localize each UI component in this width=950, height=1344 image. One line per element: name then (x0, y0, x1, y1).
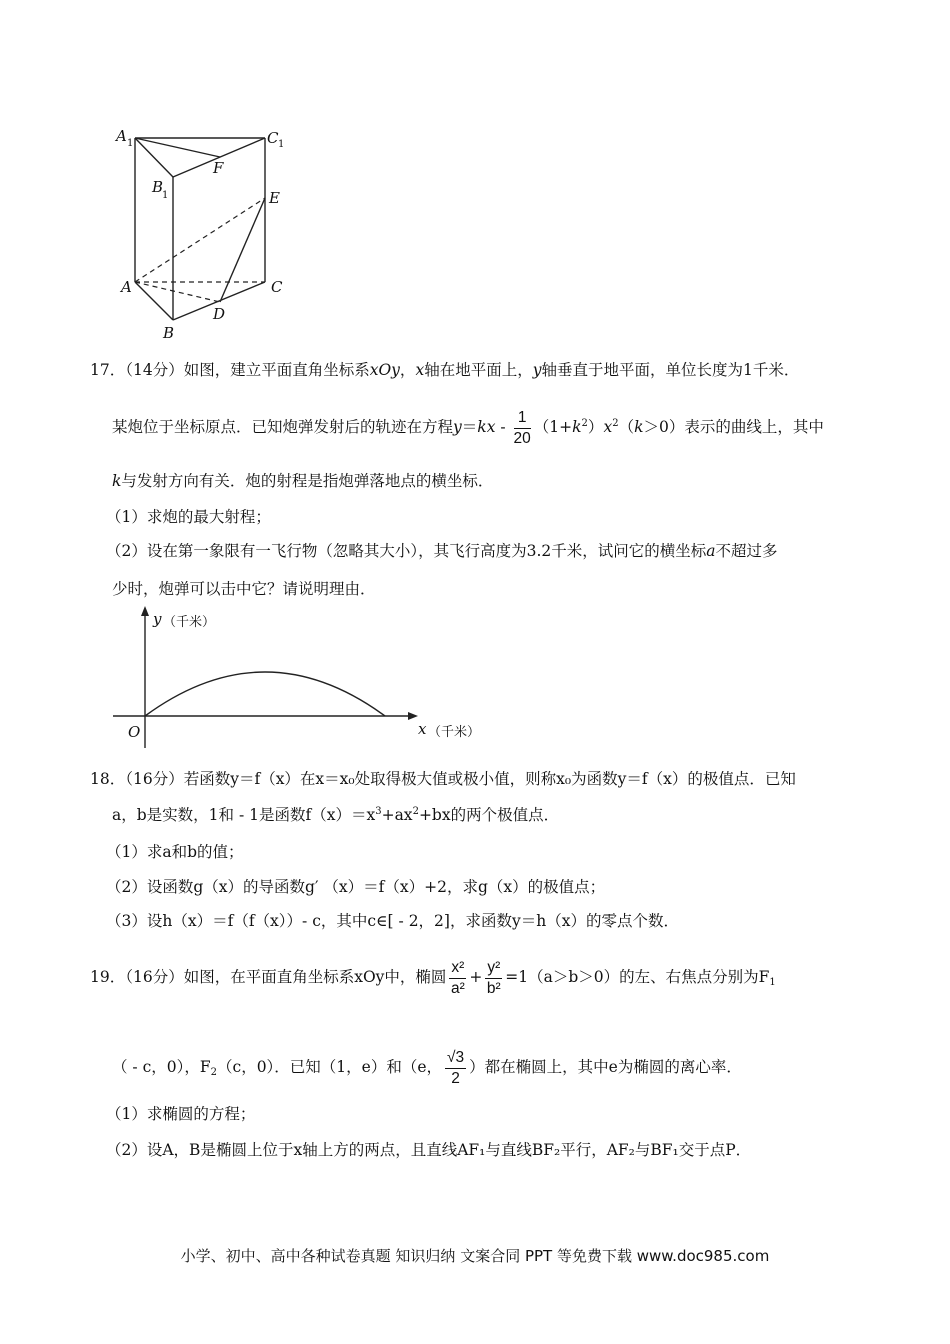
text: x (415, 361, 425, 379)
fraction-x2-a2 (449, 958, 466, 999)
text: k (572, 418, 582, 436)
label-D: D (213, 305, 226, 323)
footer-text: 小学、初中、高中各种试卷真题 知识归纳 文案合同 PPT 等免费下载 www.doc985.com (180, 1247, 770, 1265)
text: +ax (381, 806, 413, 824)
text: ＝ (461, 418, 478, 436)
q17-line3 (112, 471, 493, 491)
label-C1: C (267, 129, 279, 147)
label-C: C (271, 278, 283, 296)
text: （2）设在第一象限有一飞行物（忽略其大小），其飞行高度为3.2千米，试问它的横坐标 (106, 542, 707, 560)
denominator: a² (450, 979, 465, 997)
denominator: 20 (513, 429, 531, 447)
text: （ (618, 418, 635, 436)
text: xOy (369, 361, 400, 379)
numerator: 1 (514, 408, 531, 429)
label-C1-sub: 1 (278, 139, 285, 150)
fraction-1-20 (514, 408, 531, 449)
label-F: F (213, 159, 224, 177)
q19-line1 (90, 955, 776, 999)
text: 某炮位于坐标原点．已知炮弹发射后的轨迹在方程 (112, 418, 454, 436)
text: ） (587, 418, 604, 436)
label-E: E (269, 189, 280, 207)
q17-line1 (90, 360, 799, 380)
text: a (706, 542, 716, 560)
text: =1 (505, 968, 529, 986)
text: ）都在椭圆上，其中e为椭圆的离心率． (469, 1058, 742, 1076)
text: ＞0）表示的曲线上，其中 (643, 418, 824, 436)
text: y (453, 418, 462, 436)
q18-part3: （3）设h（x）＝f（f（x））- c，其中c∈[ - 2，2]，求函数y＝h（x）的零点个数． (106, 912, 679, 930)
q18-line1: 18．（16分）若函数y＝f（x）在x＝x₀处取得极大值或极小值，则称x₀为函数y＝f（x）的极值点．已知 (90, 770, 796, 788)
y-axis-arrow-icon (141, 606, 149, 616)
text: 17．（14分）如图，建立平面直角坐标系 (90, 361, 370, 379)
text: 不超过多 (715, 542, 778, 560)
x-axis-arrow-icon (408, 712, 418, 720)
fraction-sqrt3-2 (445, 1048, 466, 1089)
text: +bx的两个极值点． (418, 806, 560, 824)
q19-part2: （2）设A，B是椭圆上位于x轴上方的两点，且直线AF₁与直线BF₂平行，AF₂与BF₁交于点P． (106, 1141, 752, 1159)
q17-line2 (112, 407, 824, 449)
fraction-y2-b2 (485, 958, 502, 999)
denominator: 2 (445, 1068, 466, 1089)
text: k (634, 418, 644, 436)
text: k (112, 472, 122, 490)
q19-part1: （1）求椭圆的方程； (106, 1105, 256, 1123)
numerator: x² (449, 958, 466, 979)
numerator: y² (485, 958, 502, 979)
origin-label: O (128, 723, 141, 741)
text: （1+ (533, 418, 573, 436)
q17-part1: （1）求炮的最大射程； (106, 508, 271, 526)
label-A1: A (116, 127, 127, 145)
x-axis-unit: （千米） (428, 725, 481, 740)
text: + (469, 968, 483, 986)
numerator: √3 (447, 1048, 465, 1066)
trajectory-graph (0, 600, 520, 760)
text: 3 (375, 806, 382, 817)
text: 与发射方向有关．炮的射程是指炮弹落地点的横坐标． (121, 472, 494, 490)
text: a，b是实数，1和 - 1是函数f（x）＝x (112, 806, 376, 824)
q18-line2 (112, 805, 559, 825)
text: 1 (769, 977, 776, 988)
text: 2 (612, 418, 619, 429)
text: y (532, 361, 542, 379)
text: （c，0）．已知（1，e）和（e， (217, 1058, 443, 1076)
denominator: b² (486, 979, 501, 997)
label-A1-sub: 1 (127, 138, 134, 149)
text: 2 (581, 418, 588, 429)
text: 2 (210, 1067, 218, 1078)
text: （a＞b＞0）的左、右焦点分别为F (528, 968, 770, 986)
text: 2 (412, 806, 419, 817)
label-B1: B (152, 178, 164, 196)
text: 轴垂直于地平面，单位长度为1千米． (541, 361, 800, 379)
text: ， (399, 361, 416, 379)
text: 19．（16分）如图，在平面直角坐标系xOy中，椭圆 (90, 968, 447, 986)
y-axis-label: y (153, 610, 162, 628)
text: kx (477, 418, 496, 436)
q18-part2: （2）设函数g（x）的导函数g′ （x）＝f（x）+2，求g（x）的极值点； (106, 878, 606, 896)
text: （ - c，0），F (112, 1058, 211, 1076)
text: 轴在地平面上， (424, 361, 533, 379)
q19-line2 (112, 1045, 742, 1089)
q17-part2-cont: 少时，炮弹可以击中它？请说明理由． (112, 580, 376, 598)
label-B: B (163, 324, 175, 342)
y-axis-unit: （千米） (163, 615, 216, 630)
label-A: A (121, 278, 132, 296)
prism-figure (0, 0, 320, 350)
text: x (603, 418, 613, 436)
text: - (495, 418, 511, 436)
q17-part2 (106, 541, 778, 561)
x-axis-label: x (418, 720, 427, 738)
q18-part1: （1）求a和b的值； (106, 843, 244, 861)
label-B1-sub: 1 (162, 190, 169, 201)
